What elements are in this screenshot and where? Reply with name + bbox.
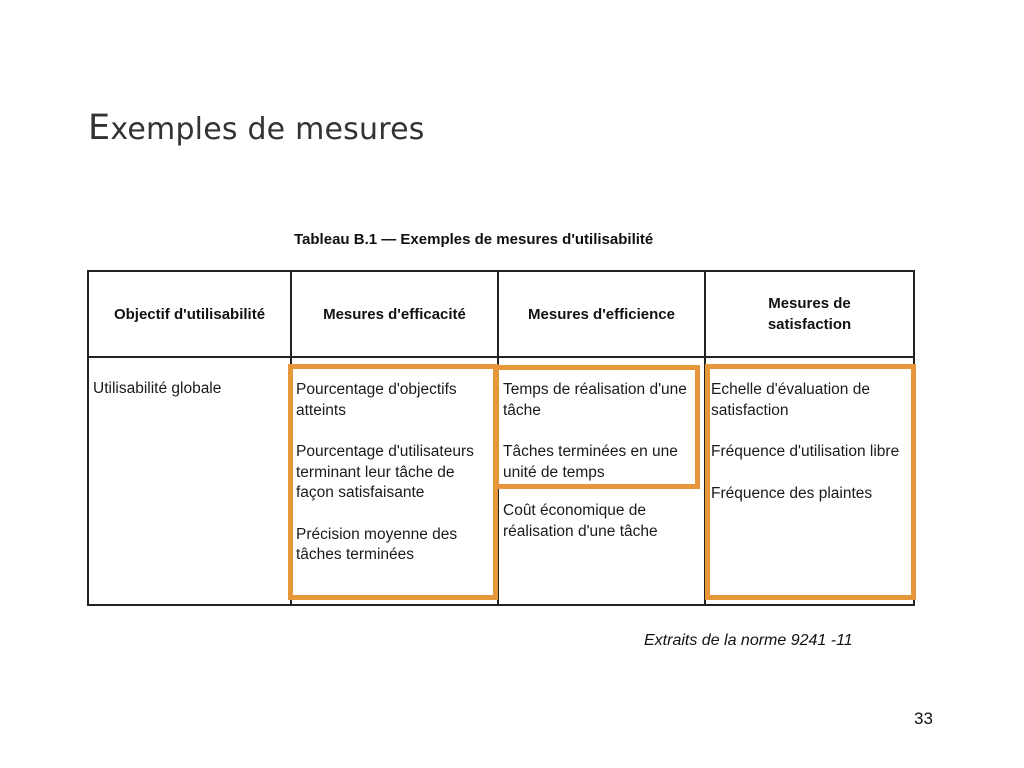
header-objectif: Objectif d'utilisabilité [113, 305, 266, 323]
satisfaction-item: Fréquence d'utilisation libre [711, 443, 900, 460]
efficience-item: Coût économique de réalisation d'une tâche [503, 502, 658, 540]
objective-text: Utilisabilité globale [93, 380, 222, 397]
header-efficacite: Mesures d'efficacité [323, 305, 466, 323]
highlight-efficience [494, 365, 700, 489]
satisfaction-item: Echelle d'évaluation de satisfaction [711, 381, 870, 419]
highlight-efficacite [288, 364, 498, 600]
page-number: 33 [914, 709, 933, 728]
efficacite-item: Précision moyenne des tâches terminées [296, 525, 458, 563]
highlight-satisfaction [705, 364, 916, 600]
header-efficience: Mesures d'efficience [528, 305, 675, 323]
efficience-item: Temps de réalisation d'une tâche [503, 381, 687, 419]
efficacite-item: Pourcentage d'utilisateurs terminant leur tâche de façon satisfaisante [296, 443, 474, 501]
slide-title-initial: E [88, 108, 111, 148]
source-note: Extraits de la norme 9241 -11 [644, 632, 853, 649]
slide-title-rest: xemples de mesures [110, 112, 425, 147]
header-divider [89, 356, 913, 358]
table-caption: Tableau B.1 — Exemples de mesures d'utilisabilité [294, 231, 654, 248]
efficacite-item: Pourcentage d'objectifs atteints [296, 381, 457, 419]
cell-objectif [93, 379, 283, 400]
satisfaction-item: Fréquence des plaintes [711, 484, 873, 502]
efficience-item: Tâches terminées en une unité de temps [503, 443, 678, 481]
header-satisfaction: Mesures de satisfaction [767, 295, 852, 333]
slide-title [88, 108, 425, 148]
